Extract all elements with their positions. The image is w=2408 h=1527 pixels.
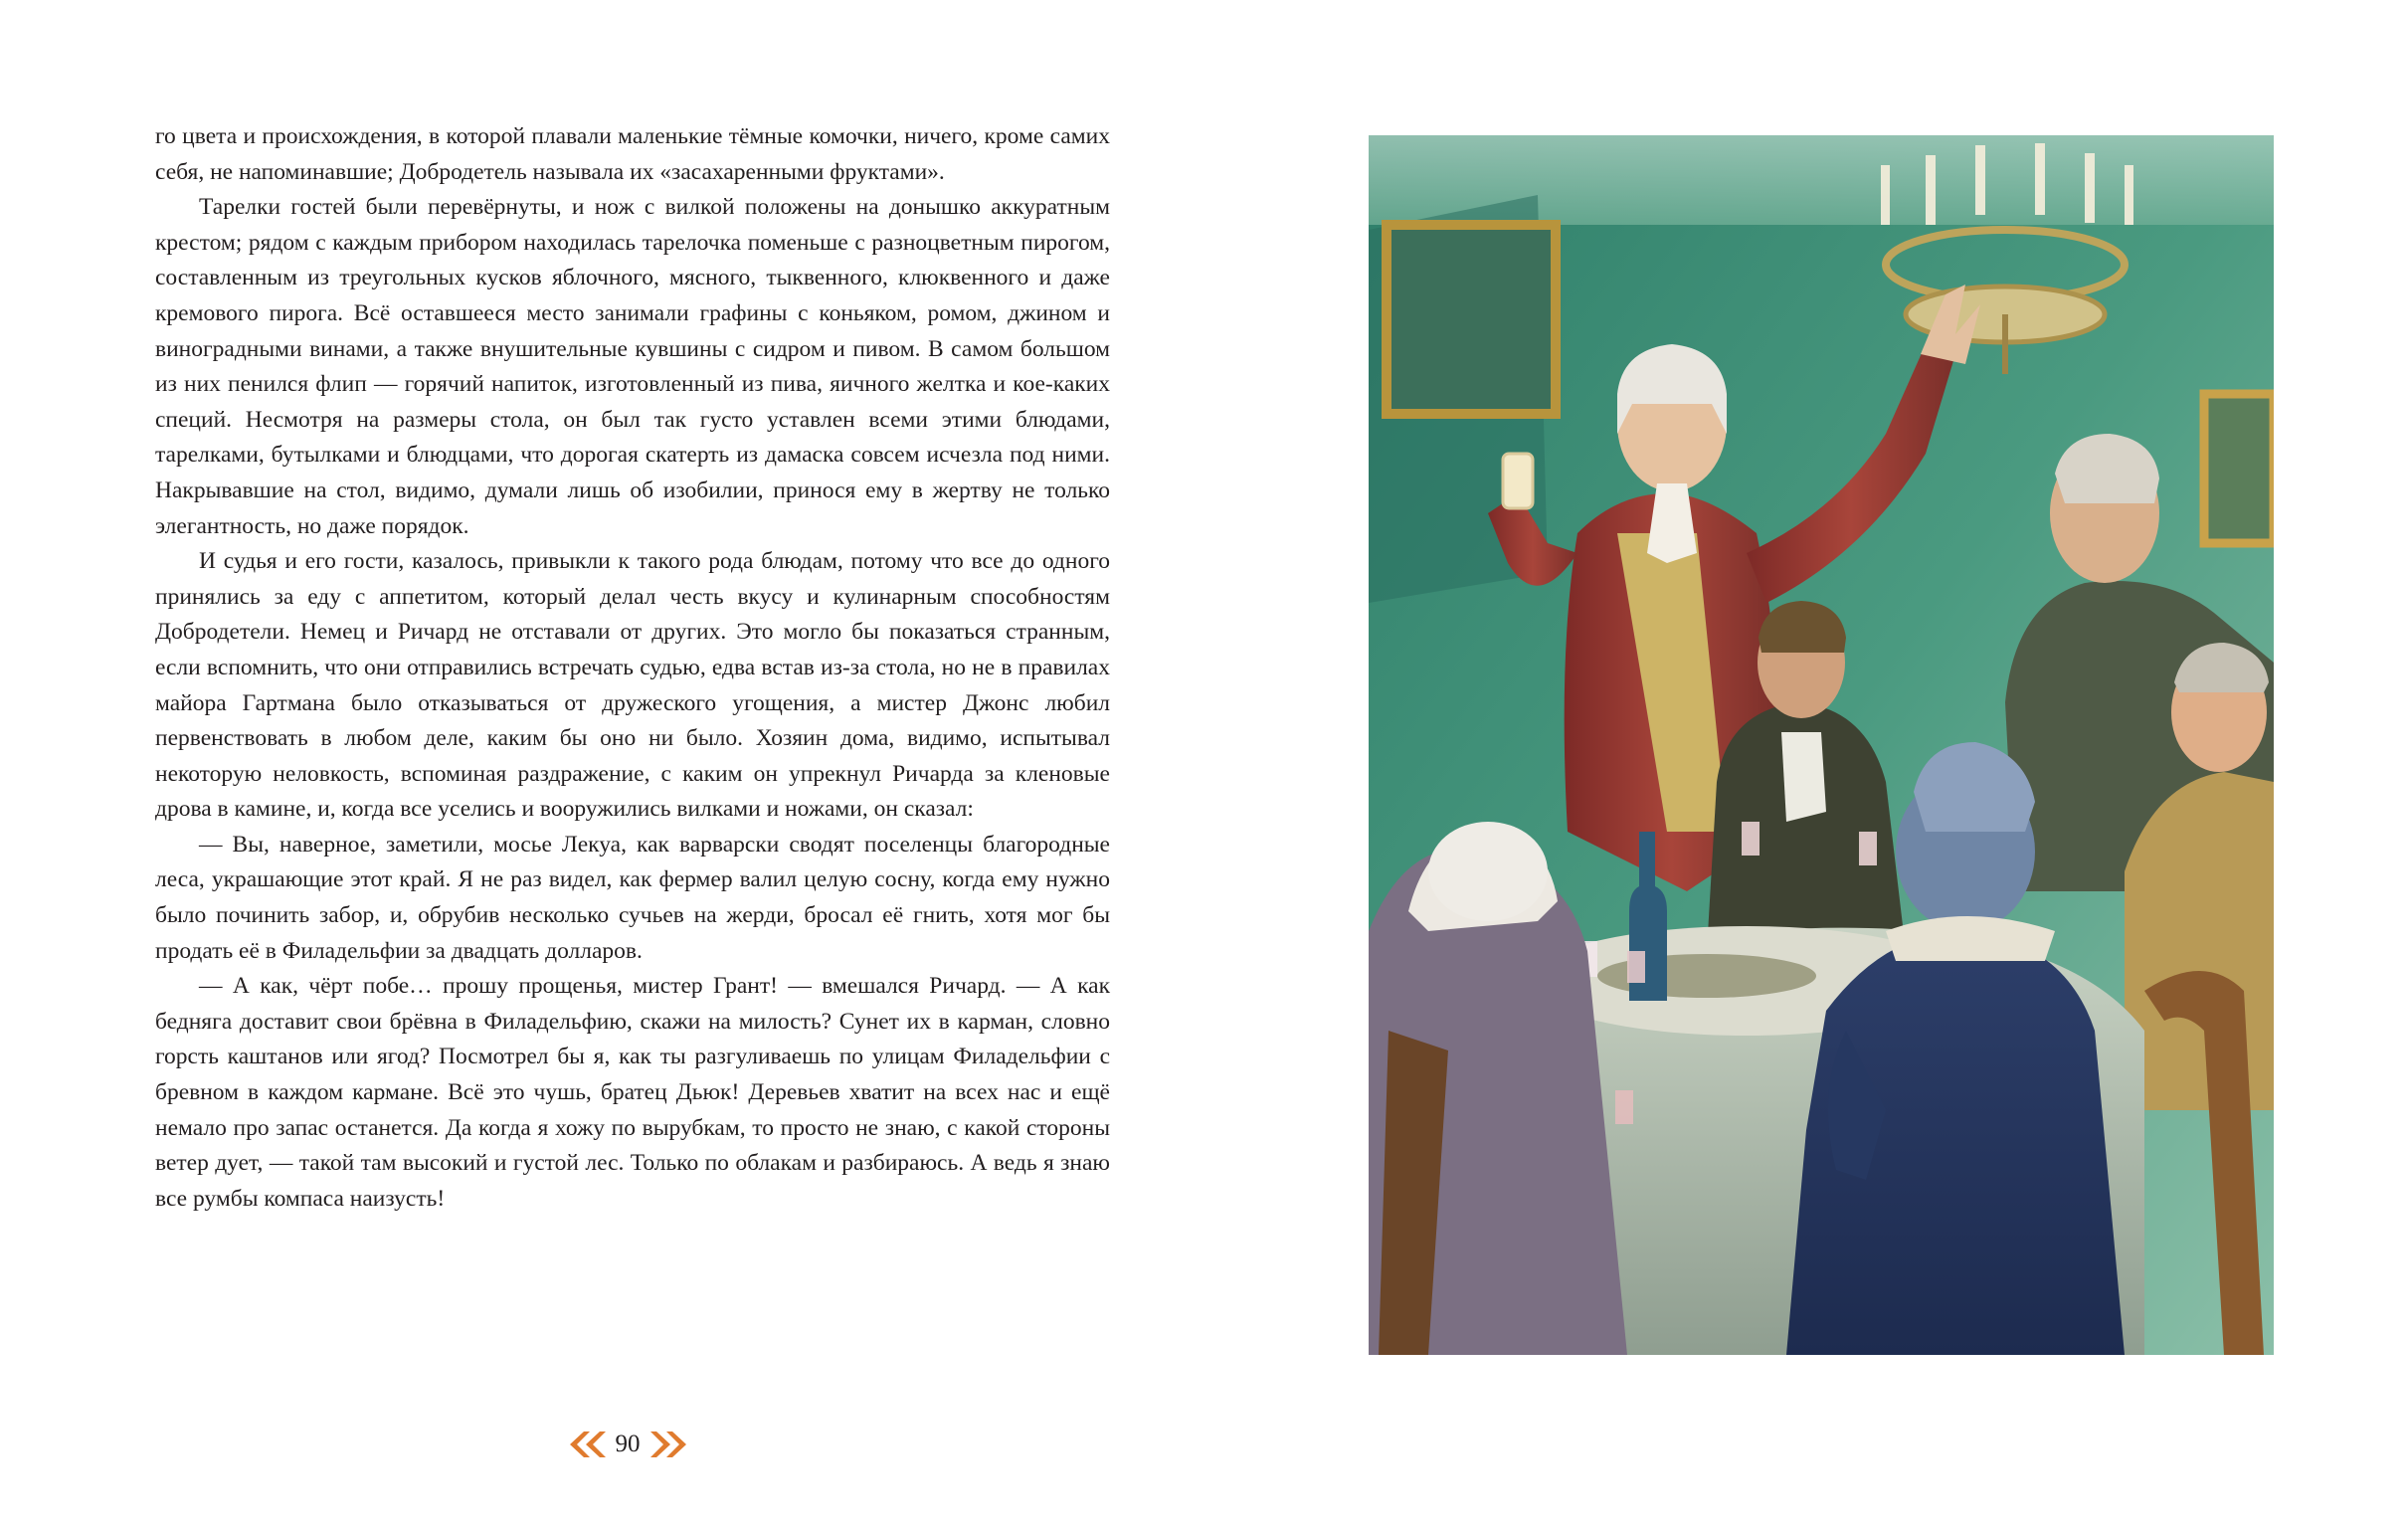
dinner-scene-illustration — [1369, 135, 2274, 1355]
paragraph-4: — Вы, наверное, заметили, мосье Лекуа, как варварски сводят поселенцы благородные леса, украшающие этот край. Я не раз видел, как фермер валил целую сосну, когда ему нужно было починить забор, и, обрубив несколько сучьев на жерди, бросал её гнить, хотя мог бы продать её в Филадельфии за двадцать долларов. — [155, 831, 1110, 964]
chevrons-right-icon — [648, 1430, 688, 1459]
page-folio — [563, 1425, 692, 1464]
paragraph-2: Тарелки гостей были перевёрнуты, и нож с вилкой положены на донышко аккуратным крестом; рядом с каждым прибором находилась тарелочка поменьше с разноцветным пирогом, составленным из треугольных кусков яблочного, мясного, тыквенного, клюквенного и даже кремового пирога. Всё оставшееся место занимали графины с коньяком, ромом, джином и виноградными винами, а также внушительные кувшины с сидром и пивом. В самом большом из них пенился флип — горячий напиток, изготовленный из пива, яичного желтка и кое-каких специй. Несмотря на размеры стола, он был так густо уставлен всеми этими блюдами, тарелками, бутылками и блюдцами, что дорогая скатерть из дамаска совсем исчезла под ними. Накрывавшие на стол, видимо, думали лишь об изобилии, принося ему в жертву не только элегантность, но даже порядок. — [155, 194, 1110, 539]
paragraph-1: го цвета и происхождения, в которой плавали маленькие тёмные комочки, ничего, кроме самих себя, не напоминавшие; Добродетель называла их «засахаренными фруктами». — [155, 123, 1110, 185]
paragraph-3: И судья и его гости, казалось, привыкли к такого рода блюдам, потому что все до одного принялись за еду с аппетитом, который делал честь вкусу и кулинарным способностям Добродетели. Немец и Ричард не отставали от других. Это могло бы показаться странным, если вспомнить, что они отправились встречать судью, едва встав из-за стола, но не в правилах майора Гартмана было отказываться от дружеского угощения, а мистер Джонс любил первенствовать в любом деле, каким бы оно ни было. Хозяин дома, видимо, испытывал некоторую неловкость, вспоминая раздражение, с каким он упрекнул Ричарда за кленовые дрова в камине, и, когда все уселись и вооружились вилками и ножами, он сказал: — [155, 548, 1110, 823]
text-column — [155, 119, 1110, 1217]
chevrons-left-icon — [568, 1430, 608, 1459]
paragraph-5: — А как, чёрт побе… прошу прощенья, мистер Грант! — вмешался Ричард. — А как бедняга доставит свои брёвна в Филадельфию, скажи на милость? Сунет их в карман, словно горсть каштанов или ягод? Посмотрел бы я, как ты разгуливаешь по улицам Филадельфии с бревном в каждом кармане. Всё это чушь, братец Дьюк! Деревьев хватит на всех нас и ещё немало про запас останется. Да когда я хожу по вырубкам, то просто не знаю, с какой стороны ветер дует, — такой там высокий и густой лес. Только по облакам и разбираюсь. А ведь я знаю все румбы компаса наизусть! — [155, 973, 1110, 1212]
page-number: 90 — [615, 1431, 641, 1457]
